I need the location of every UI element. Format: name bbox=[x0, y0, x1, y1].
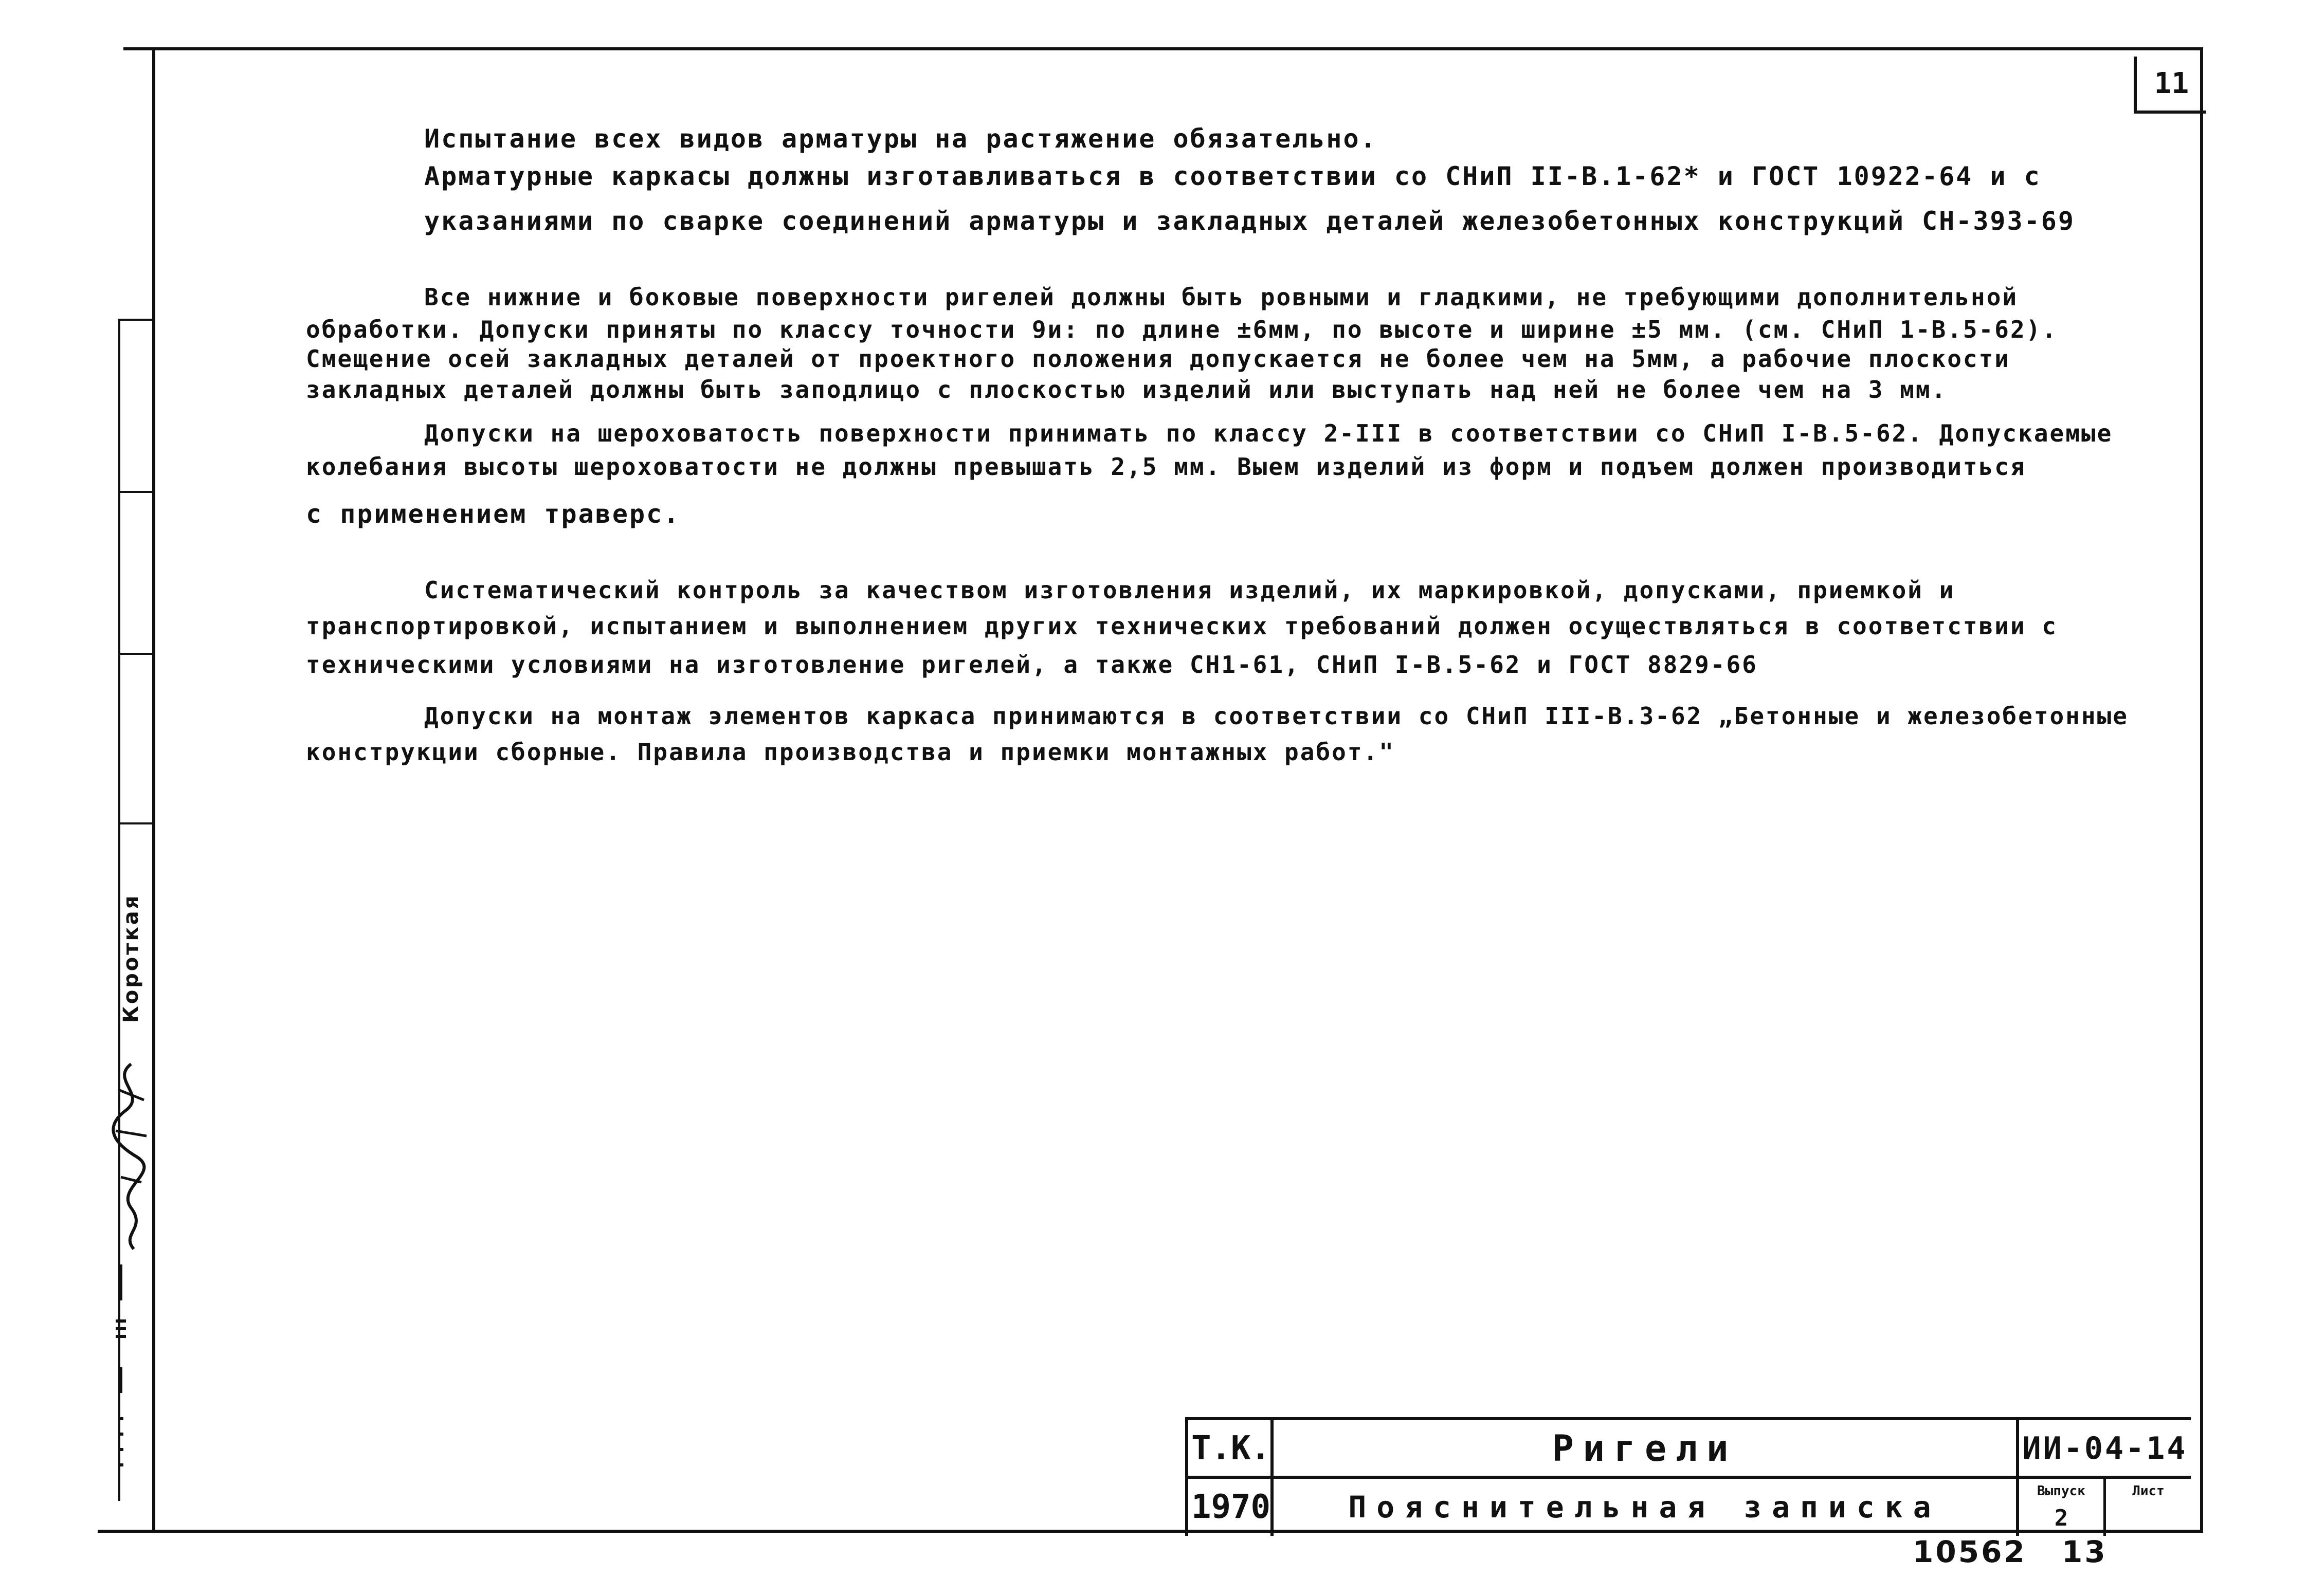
frame-top-line bbox=[123, 47, 2203, 50]
body-line: техническими условиями на изготовление ригелей, а также СН1-61, СНиП I-В.5-62 и ГОСТ 8829-66 bbox=[306, 651, 1758, 678]
document-subtitle: Пояснительная записка bbox=[1348, 1490, 1941, 1525]
sheet-label: Лист bbox=[2132, 1483, 2165, 1499]
sheet-number: 11 bbox=[2134, 57, 2206, 114]
binding-tick bbox=[118, 822, 154, 824]
frame-right-line bbox=[2200, 47, 2203, 1533]
body-line: Допуски на монтаж элементов каркаса принимаются в соответствии со СНиП III-В.3-62 „Бетонные и железобетонные bbox=[424, 702, 2129, 730]
org-code: Т.К. bbox=[1191, 1429, 1271, 1467]
body-line: указаниями по сварке соединений арматуры и закладных деталей железобетонных конструкций СН-393-69 bbox=[424, 206, 2075, 236]
frame-left-line bbox=[152, 47, 155, 1533]
body-line: Смещение осей закладных деталей от проектного положения допускается не более чем на 5мм, а рабочие плоскости bbox=[306, 345, 2010, 373]
body-line: Все нижние и боковые поверхности ригелей должны быть ровными и гладкими, не требующими дополнительной bbox=[424, 283, 2019, 311]
body-line: Арматурные каркасы должны изготавливаться в соответствии со СНиП II-В.1-62* и ГОСТ 10922-64 и с bbox=[424, 161, 2041, 191]
issue-label: Выпуск bbox=[2037, 1483, 2085, 1499]
body-line: с применением траверс. bbox=[306, 499, 681, 529]
body-line: колебания высоты шероховатости не должны превышать 2,5 мм. Выем изделий из форм и подъем должен производиться bbox=[306, 453, 2026, 481]
title-block bbox=[1185, 1417, 2191, 1536]
issue-value: 2 bbox=[2054, 1505, 2068, 1531]
body-line: транспортировкой, испытанием и выполнением других технических требований должен осуществляться в соответствии с bbox=[306, 612, 2058, 640]
binding-tick bbox=[118, 653, 154, 655]
body-line: Испытание всех видов арматуры на растяжение обязательно. bbox=[424, 124, 1377, 154]
binding-tick bbox=[118, 491, 154, 493]
body-line: Допуски на шероховатость поверхности принимать по классу 2-III в соответствии со СНиП I-В.5-62. Допускаемые bbox=[424, 419, 2113, 447]
document-title: Ригели bbox=[1552, 1427, 1738, 1470]
footer-page-number: 13 bbox=[2062, 1534, 2108, 1569]
binding-marks bbox=[105, 1264, 136, 1491]
body-line: закладных деталей должны быть заподлицо с плоскостью изделий или выступать над ней не более чем на 3 мм. bbox=[306, 376, 1948, 403]
year: 1970 bbox=[1191, 1488, 1271, 1526]
binding-strip-label: Короткая bbox=[119, 893, 143, 1023]
body-line: Систематический контроль за качеством изготовления изделий, их маркировкой, допусками, приемкой и bbox=[424, 576, 1955, 604]
document-code: ИИ-04-14 bbox=[2022, 1430, 2188, 1466]
binding-tick bbox=[118, 319, 154, 321]
archive-number: 10562 bbox=[1913, 1534, 2027, 1569]
signature-scribble bbox=[100, 1059, 157, 1254]
body-line: конструкции сборные. Правила производства и приемки монтажных работ." bbox=[306, 738, 1395, 766]
body-line: обработки. Допуски приняты по классу точности 9и: по длине ±6мм, по высоте и ширине ±5 мм. (см. СНиП 1-В.5-62). bbox=[306, 316, 2058, 343]
